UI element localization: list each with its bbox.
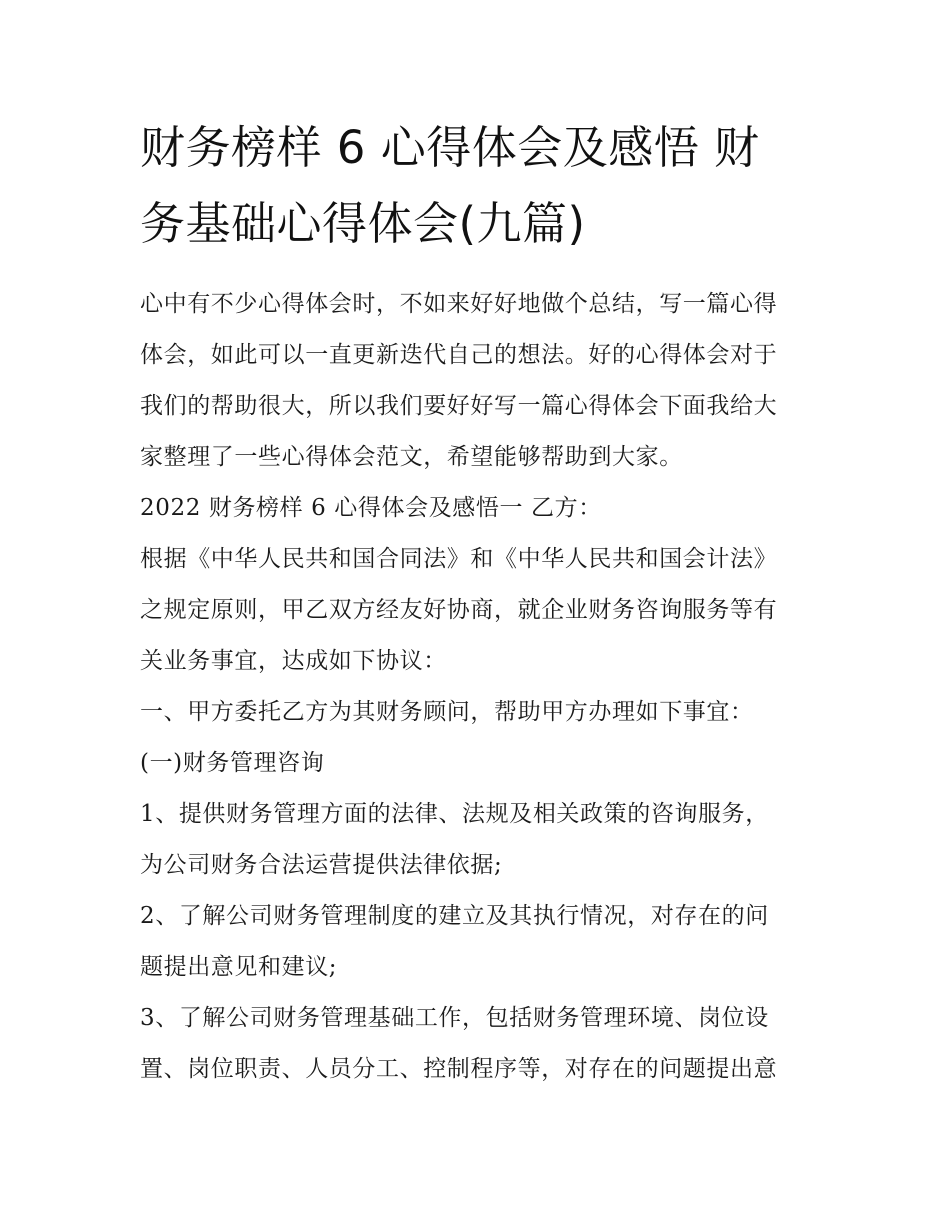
text-line: 根据《中华人民共和国合同法》和《中华人民共和国会计法》 xyxy=(140,546,778,572)
text-line: 3、了解公司财务管理基础工作，包括财务管理环境、岗位设 xyxy=(140,1005,769,1031)
text-line: 题提出意见和建议; xyxy=(140,954,338,980)
title-line: 务基础心得体会(九篇) xyxy=(140,197,586,250)
text-line: 为公司财务合法运营提供法律依据; xyxy=(140,852,503,878)
text-line: (一)财务管理咨询 xyxy=(140,750,325,776)
text-line: 1、提供财务管理方面的法律、法规及相关政策的咨询服务， xyxy=(140,801,769,827)
text-line: 家整理了一些心得体会范文，希望能够帮助到大家。 xyxy=(140,444,683,470)
clause-paragraph xyxy=(140,687,820,738)
document-body xyxy=(140,279,820,1095)
text-line: 之规定原则，甲乙双方经友好协商，就企业财务咨询服务等有 xyxy=(140,597,778,623)
text-line: 2022 财务榜样 6 心得体会及感悟一 乙方： xyxy=(140,495,602,521)
text-line: 体会，如此可以一直更新迭代自己的想法。好的心得体会对于 xyxy=(140,342,778,368)
section-heading xyxy=(140,483,820,534)
text-line: 关业务事宜，达成如下协议： xyxy=(140,648,447,674)
text-line: 2、了解公司财务管理制度的建立及其执行情况，对存在的问 xyxy=(140,903,769,929)
agreement-paragraph xyxy=(140,534,820,687)
list-item xyxy=(140,789,820,891)
text-line: 置、岗位职责、人员分工、控制程序等，对存在的问题提出意 xyxy=(140,1056,778,1082)
list-item xyxy=(140,891,820,993)
subsection-heading xyxy=(140,738,820,789)
intro-paragraph xyxy=(140,279,820,483)
list-item xyxy=(140,993,820,1095)
title-line: 财务榜样 6 心得体会及感悟 财 xyxy=(140,121,760,174)
text-line: 我们的帮助很大，所以我们要好好写一篇心得体会下面我给大 xyxy=(140,393,778,419)
page-content xyxy=(140,110,820,1095)
document-title xyxy=(140,110,820,262)
text-line: 心中有不少心得体会时，不如来好好地做个总结，写一篇心得 xyxy=(140,291,778,317)
text-line: 一、甲方委托乙方为其财务顾问，帮助甲方办理如下事宜： xyxy=(140,699,754,725)
